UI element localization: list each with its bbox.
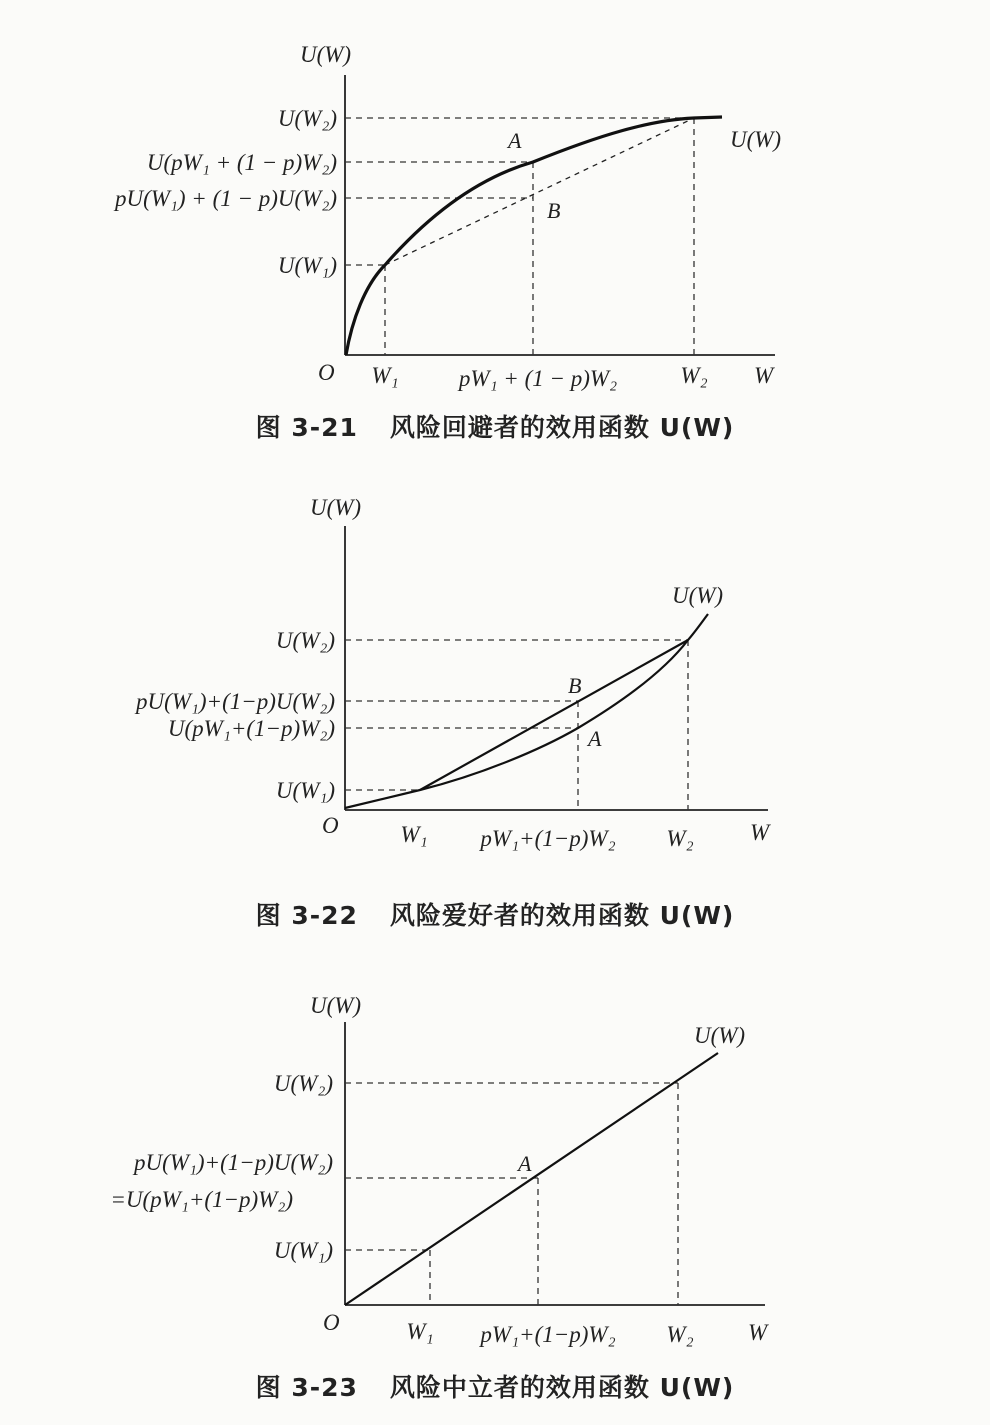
origin-label: O — [323, 1310, 340, 1335]
caption-number: 图 3-21 — [255, 413, 358, 442]
figure-caption — [0, 408, 990, 444]
y-axis-label: U(W) — [300, 42, 352, 67]
utility-line — [345, 1053, 718, 1305]
y-tick-label: U(pW₁+(1−p)W₂) — [167, 716, 335, 741]
y-tick-label: =U(pW₁+(1−p)W₂) — [110, 1187, 293, 1212]
curve-label: U(W) — [730, 127, 782, 152]
y-tick-label: U(W₁) — [275, 778, 335, 803]
point-label-a: A — [518, 1151, 532, 1176]
caption-text: 风险回避者的效用函数 U(W) — [389, 413, 735, 442]
y-tick-label: pU(W₁)+(1−p)U(W₂) — [135, 689, 335, 714]
point-label-a: A — [508, 128, 522, 153]
y-axis-label: U(W) — [310, 993, 362, 1018]
chord-line — [385, 118, 694, 265]
x-axis-label: W — [748, 1320, 768, 1345]
point-label-b: B — [568, 673, 582, 698]
utility-curve — [345, 614, 708, 808]
figure-3-21 — [0, 0, 990, 460]
figure-3-22 — [0, 460, 990, 880]
x-tick-label: W₂ — [666, 1322, 694, 1347]
x-axis-label: W — [750, 820, 770, 845]
utility-curve — [346, 117, 722, 355]
x-tick-label: W₁ — [371, 363, 399, 388]
y-tick-label: U(W₁) — [277, 253, 337, 278]
x-tick-label: W₂ — [680, 363, 708, 388]
y-tick-label: U(W₂) — [275, 628, 335, 653]
caption-number: 图 3-22 — [255, 901, 358, 930]
curve-label: U(W) — [694, 1023, 746, 1048]
caption-text: 风险爱好者的效用函数 U(W) — [389, 901, 735, 930]
y-tick-label: U(W₂) — [277, 106, 337, 131]
x-axis-label: W — [754, 363, 774, 388]
x-tick-label: pW₁ + (1 − p)W₂ — [458, 366, 618, 391]
y-tick-label: U(W₁) — [273, 1238, 333, 1263]
point-label-a: A — [588, 726, 602, 751]
x-tick-label: W₁ — [406, 1319, 434, 1344]
y-tick-label: U(pW₁ + (1 − p)W₂) — [146, 150, 337, 175]
chord-line — [420, 640, 688, 790]
figure-caption — [0, 1368, 990, 1404]
caption-text: 风险中立者的效用函数 U(W) — [389, 1373, 735, 1402]
origin-label: O — [318, 360, 335, 385]
point-label-b: B — [547, 198, 561, 223]
caption-number: 图 3-23 — [255, 1373, 358, 1402]
x-tick-label: pW₁+(1−p)W₂ — [480, 1322, 616, 1347]
x-tick-label: pW₁+(1−p)W₂ — [480, 826, 616, 851]
origin-label: O — [322, 813, 339, 838]
x-tick-label: W₂ — [666, 826, 694, 851]
figure-caption — [0, 896, 990, 932]
y-axis-label: U(W) — [310, 495, 362, 520]
y-tick-label: U(W₂) — [273, 1071, 333, 1096]
curve-label: U(W) — [672, 583, 724, 608]
x-tick-label: W₁ — [400, 822, 428, 847]
figure-3-23 — [0, 975, 990, 1370]
y-tick-label: pU(W₁)+(1−p)U(W₂) — [133, 1150, 333, 1175]
y-tick-label: pU(W₁) + (1 − p)U(W₂) — [114, 186, 337, 211]
